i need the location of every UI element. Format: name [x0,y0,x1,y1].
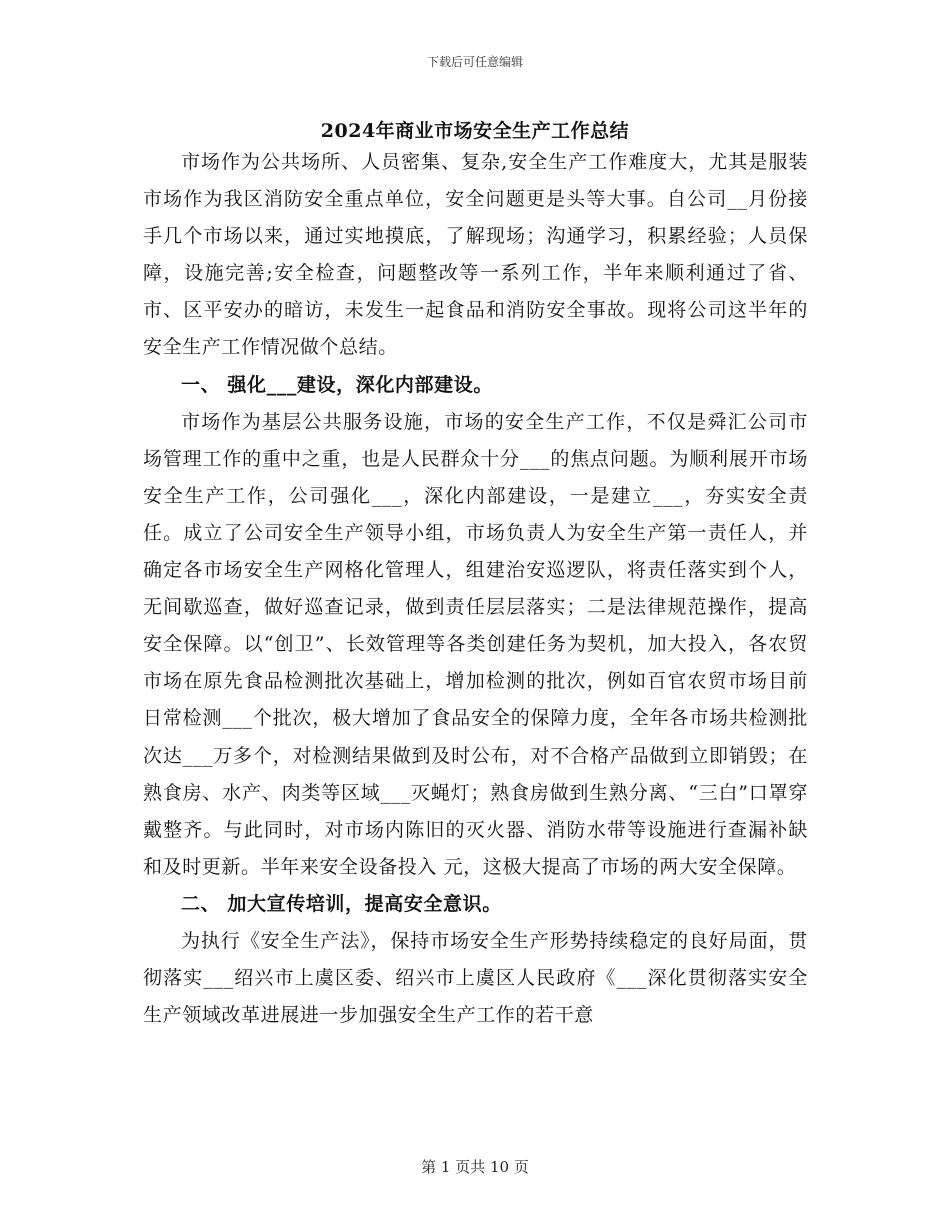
section-2-paragraph: 为执行《安全生产法》，保持市场安全生产形势持续稳定的良好局面，贯彻落实___绍兴市上虞区委、绍兴市上虞区人民政府《___深化贯彻落实安全生产领域改革进展进一步加强安全生产工作的若干意 [143,929,808,1027]
page-number: 第 1 页共 10 页 [421,1158,529,1176]
section-heading-2: 二、 加大宣传培训，提高安全意识。 [181,892,502,915]
section-heading-1: 一、 强化___建设，深化内部建设。 [181,373,493,396]
document-body [143,144,808,1034]
page-header-note: 下载后可任意编辑 [426,55,523,69]
intro-paragraph: 市场作为公共场所、人员密集、复杂,安全生产工作难度大，尤其是服装市场作为我区消防安全重点单位，安全问题更是头等大事。自公司__月份接手几个市场以来，通过实地摸底，了解现场；沟通学习，积累经验；人员保障，设施完善;安全检查，问题整改等一系列工作，半年来顺利通过了省、市、区平安办的暗访，未发生一起食品和消防安全事故。现将公司这半年的安全生产工作情况做个总结。 [143,151,808,359]
section-1-paragraph: 市场作为基层公共服务设施，市场的安全生产工作，不仅是舜汇公司市场管理工作的重中之重，也是人民群众十分___的焦点问题。为顺利展开市场安全生产工作，公司强化___，深化内部建设，一是建立___，夯实安全责任。成立了公司安全生产领导小组，市场负责人为安全生产第一责任人，并确定各市场安全生产网格化管理人，组建治安巡逻队，将责任落实到个人，无间歇巡查，做好巡查记录，做到责任层层落实；二是法律规范操作，提高安全保障。以“创卫”、长效管理等各类创建任务为契机，加大投入，各农贸市场在原先食品检测批次基础上，增加检测的批次，例如百官农贸市场目前日常检测___个批次，极大增加了食品安全的保障力度，全年各市场共检测批次达___万多个，对检测结果做到及时公布，对不合格产品做到立即销毁；在熟食房、水产、肉类等区域___灭蝇灯；熟食房做到生熟分离、“三白”口罩穿戴整齐。与此同时，对市场内陈旧的灭火器、消防水带等设施进行查漏补缺和及时更新。半年来安全设备投入 元，这极大提高了市场的两大安全保障。 [143,410,808,878]
document-title: 2024年商业市场安全生产工作总结 [320,120,630,142]
